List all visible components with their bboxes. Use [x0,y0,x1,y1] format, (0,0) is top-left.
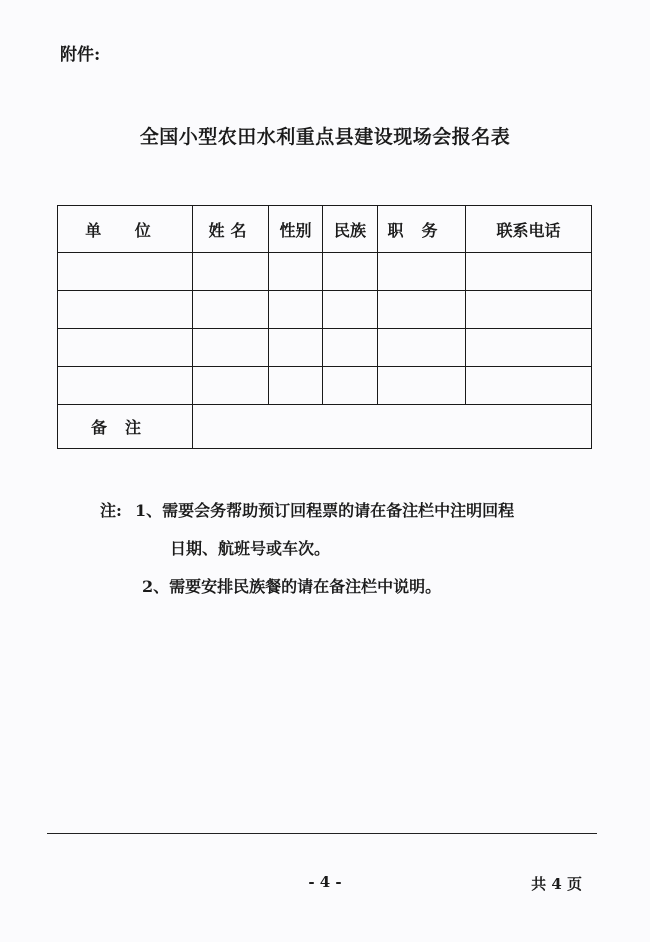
cell-unit[interactable] [58,253,193,291]
cell-position[interactable] [378,253,466,291]
remark-cell[interactable] [193,405,592,449]
cell-unit[interactable] [58,329,193,367]
cell-position[interactable] [378,367,466,405]
total-pages: 共 4 页 [531,875,582,893]
cell-name[interactable] [193,329,269,367]
page-title: 全国小型农田水利重点县建设现场会报名表 [139,126,511,148]
page-number: - 4 - [308,873,342,891]
header-ethnicity: 民族 [323,206,378,253]
notes-section [100,492,600,606]
header-gender: 性别 [269,206,323,253]
notes-prefix: 注: [100,501,122,520]
table-row [58,253,592,291]
table-row [58,291,592,329]
footer-divider [47,833,597,834]
cell-ethnicity[interactable] [323,291,378,329]
note-item-1: 1、需要会务帮助预订回程票的请在备注栏中注明回程 [135,501,515,520]
header-name: 姓名 [193,206,269,253]
cell-ethnicity[interactable] [323,253,378,291]
cell-name[interactable] [193,367,269,405]
cell-position[interactable] [378,291,466,329]
cell-phone[interactable] [466,367,592,405]
remark-label: 备注 [58,405,193,449]
remark-row [58,405,592,449]
cell-name[interactable] [193,253,269,291]
cell-gender[interactable] [269,367,323,405]
note-item-1-continued: 日期、航班号或车次。 [170,539,331,558]
attachment-label: 附件: [60,45,101,65]
cell-ethnicity[interactable] [323,367,378,405]
registration-table [57,205,592,449]
cell-gender[interactable] [269,291,323,329]
header-unit: 单 位 [58,206,193,253]
table-row [58,367,592,405]
cell-name[interactable] [193,291,269,329]
table-row [58,329,592,367]
cell-ethnicity[interactable] [323,329,378,367]
cell-phone[interactable] [466,253,592,291]
cell-unit[interactable] [58,367,193,405]
note-item-2: 2、需要安排民族餐的请在备注栏中说明。 [142,577,442,596]
header-position: 职务 [378,206,466,253]
header-phone: 联系电话 [466,206,592,253]
cell-phone[interactable] [466,291,592,329]
cell-phone[interactable] [466,329,592,367]
cell-position[interactable] [378,329,466,367]
cell-gender[interactable] [269,329,323,367]
cell-gender[interactable] [269,253,323,291]
cell-unit[interactable] [58,291,193,329]
table-header-row [58,206,592,253]
